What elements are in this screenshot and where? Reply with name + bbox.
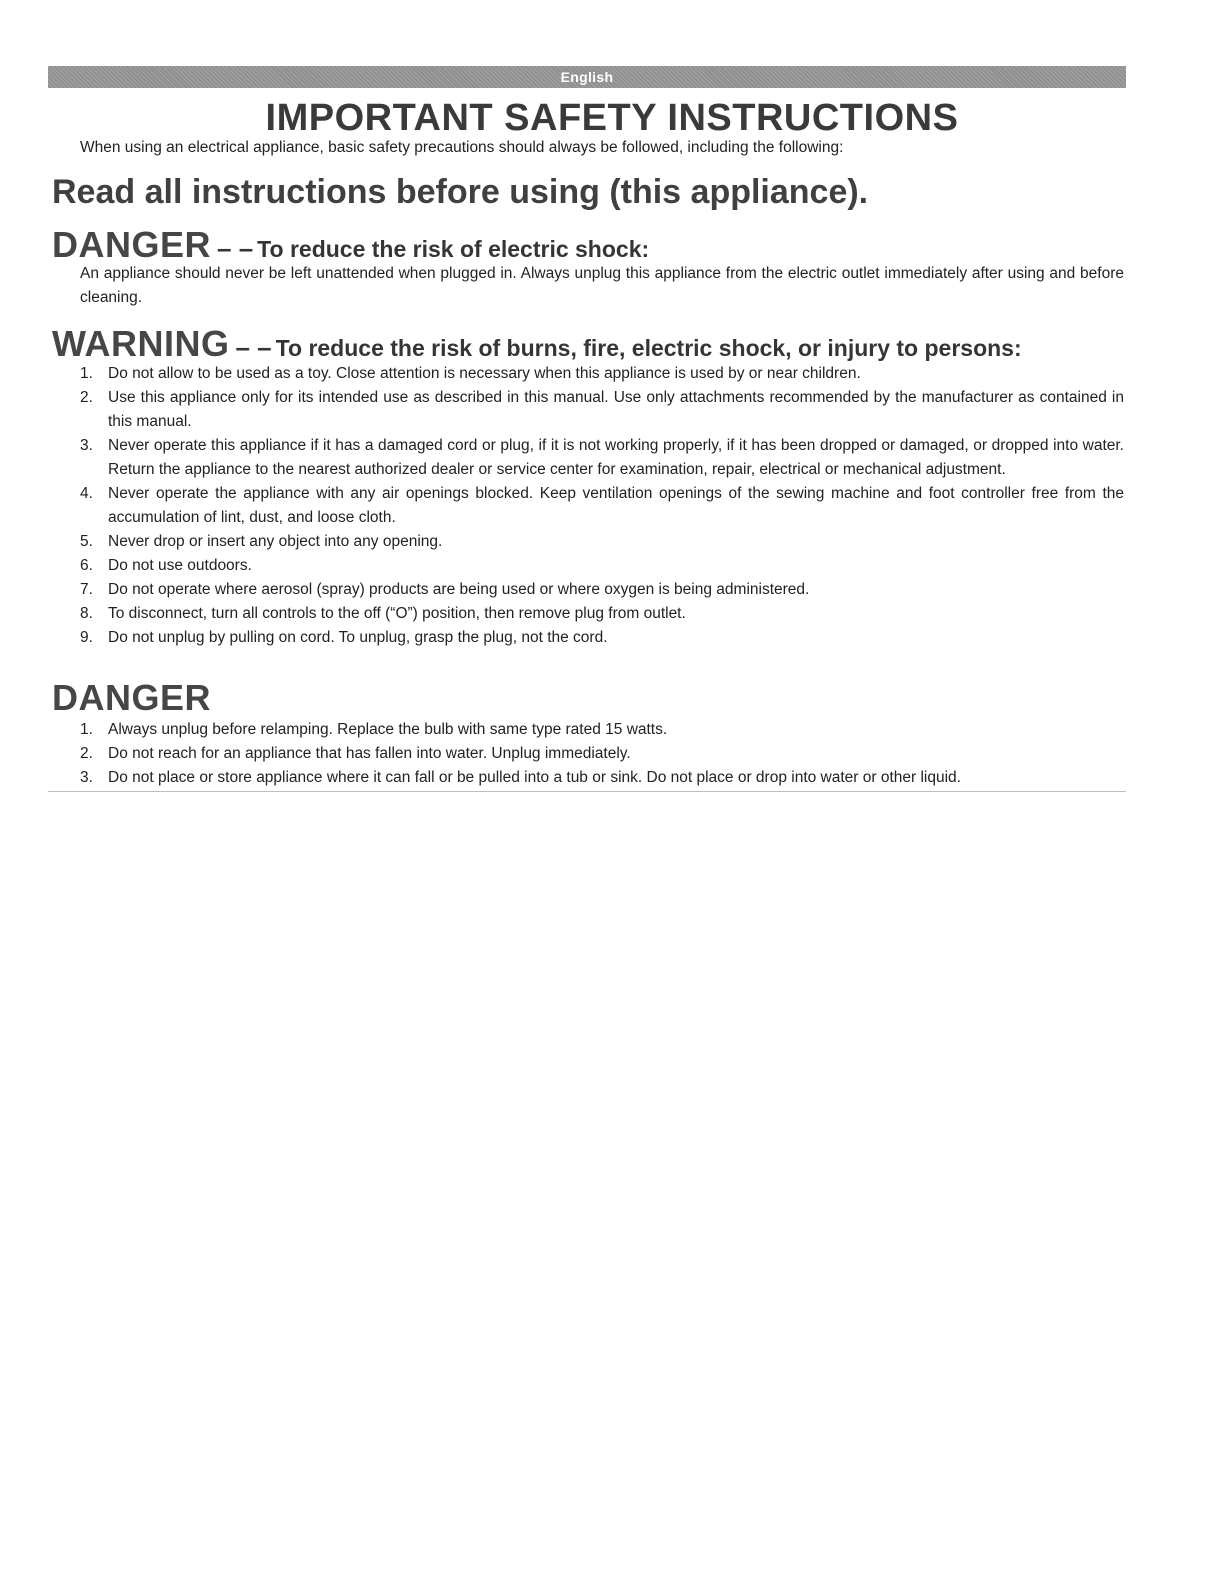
list-item-text: Never operate the appliance with any air openings blocked. Keep ventilation openings of the sewing machine and foot controller free from the accumulation of lint, dust, and loose cloth. <box>108 485 1124 526</box>
list-item-number: 1. <box>80 365 93 382</box>
danger-shock-subheading: To reduce the risk of electric shock: <box>257 236 650 262</box>
list-item-text: Never operate this appliance if it has a damaged cord or plug, if it is not working properly, if it has been dropped or damaged, or dropped into water. Return the appliance to the nearest authorized dealer or service center for examination, repair, electrical or mechanical adjustment. <box>108 437 1124 478</box>
list-item <box>80 530 1124 554</box>
read-all-heading: Read all instructions before using (this appliance). <box>52 173 869 211</box>
list-item-text: Do not use outdoors. <box>108 557 252 574</box>
list-item <box>80 626 1124 650</box>
list-item <box>80 362 1124 386</box>
list-item-text: Do not allow to be used as a toy. Close attention is necessary when this appliance is used by or near children. <box>108 365 861 382</box>
list-item-number: 8. <box>80 605 93 622</box>
list-item-number: 9. <box>80 629 93 646</box>
intro-text: When using an electrical appliance, basic safety precautions should always be followed, including the following: <box>80 139 844 156</box>
list-item-number: 6. <box>80 557 93 574</box>
list-item <box>80 602 1124 626</box>
list-item <box>80 718 1124 742</box>
list-item-text: Do not reach for an appliance that has fallen into water. Unplug immediately. <box>108 745 631 762</box>
list-item-text: To disconnect, turn all controls to the off (“O”) position, then remove plug from outlet. <box>108 605 686 622</box>
warning-label: WARNING <box>52 323 230 364</box>
list-item <box>80 742 1124 766</box>
list-item-number: 2. <box>80 389 93 406</box>
danger-shock-text: An appliance should never be left unattended when plugged in. Always unplug this appliance from the electric outlet immediately after using and before cleaning. <box>80 265 1124 306</box>
list-item-text: Never drop or insert any object into any opening. <box>108 533 443 550</box>
list-item <box>80 434 1124 482</box>
list-item <box>80 578 1124 602</box>
list-item-number: 3. <box>80 769 93 786</box>
warning-dash: – – <box>235 332 272 362</box>
list-item-number: 3. <box>80 437 93 454</box>
list-item <box>80 766 1124 790</box>
list-item-text: Do not place or store appliance where it can fall or be pulled into a tub or sink. Do not place or drop into water or other liquid. <box>108 769 961 786</box>
list-item-number: 2. <box>80 745 93 762</box>
list-item-text: Always unplug before relamping. Replace the bulb with same type rated 15 watts. <box>108 721 668 738</box>
list-item-number: 1. <box>80 721 93 738</box>
bottom-divider <box>48 791 1126 792</box>
list-item-text: Do not operate where aerosol (spray) products are being used or where oxygen is being administered. <box>108 581 810 598</box>
list-item <box>80 386 1124 434</box>
list-item-number: 7. <box>80 581 93 598</box>
danger-shock-label: DANGER <box>52 224 212 265</box>
list-item-text: Do not unplug by pulling on cord. To unplug, grasp the plug, not the cord. <box>108 629 608 646</box>
language-label: English <box>560 69 614 85</box>
list-item <box>80 482 1124 530</box>
warning-list <box>80 362 1124 650</box>
list-item-text: Use this appliance only for its intended use as described in this manual. Use only attachments recommended by the manufacturer as contained in this manual. <box>108 389 1124 430</box>
danger-general-label: DANGER <box>52 677 212 718</box>
list-item <box>80 554 1124 578</box>
danger-shock-dash: – – <box>217 233 254 263</box>
page-title: IMPORTANT SAFETY INSTRUCTIONS <box>265 97 959 139</box>
language-bar <box>48 66 1126 88</box>
list-item-number: 4. <box>80 485 93 502</box>
warning-subheading: To reduce the risk of burns, fire, electric shock, or injury to persons: <box>275 335 1022 361</box>
list-item-number: 5. <box>80 533 93 550</box>
danger-list <box>80 718 1124 790</box>
